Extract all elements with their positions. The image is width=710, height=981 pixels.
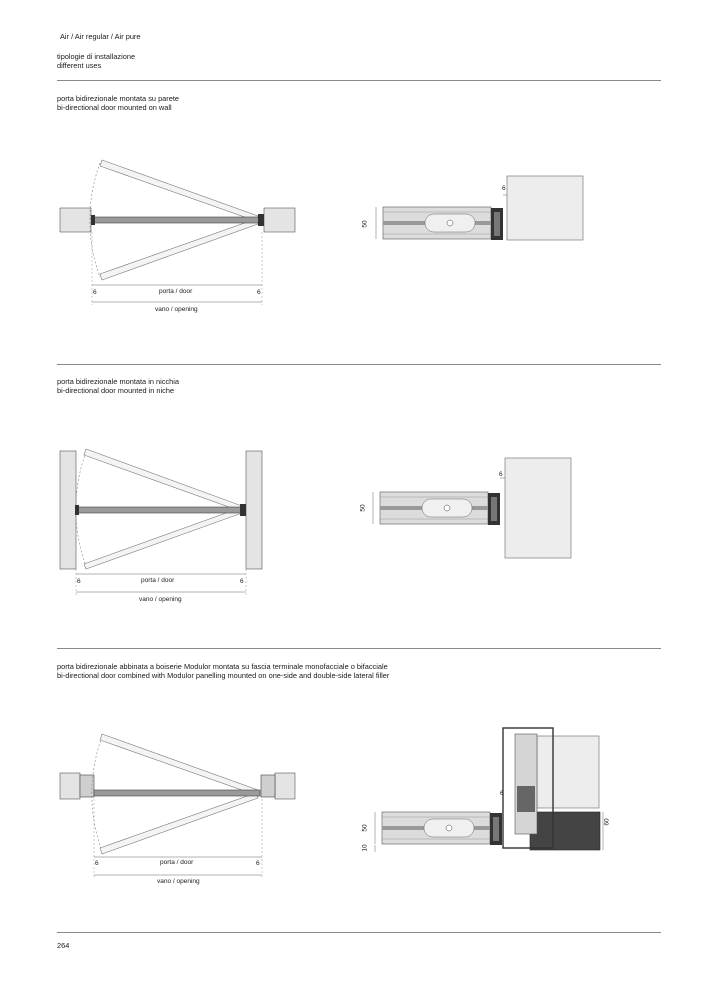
section-title-it: porta bidirezionale montata su parete (57, 94, 180, 103)
detail-thickness: 50 (361, 824, 369, 832)
panelling-left (60, 773, 80, 799)
section-title-it: porta bidirezionale montata in nicchia (57, 377, 180, 386)
product-title: Air / Air regular / Air pure (60, 32, 141, 41)
section-title-en: bi-directional door combined with Modulor panelling mounted on one-side and double-side lateral filler (57, 671, 390, 680)
filler-right (261, 775, 275, 797)
subtitle-en: different uses (57, 61, 102, 70)
opening-label: vano / opening (155, 306, 198, 313)
door-label: porta / door (159, 288, 193, 295)
detail-base: 10 (361, 844, 369, 852)
panel-section (530, 812, 600, 850)
section-title-it: porta bidirezionale abbinata a boiserie Modulor montata su fascia terminale monofacciale o bifacciale (57, 662, 388, 671)
section-title-en: bi-directional door mounted on wall (57, 103, 172, 112)
detail-panel: 60 (603, 818, 611, 826)
section-title-en: bi-directional door mounted in niche (57, 386, 175, 395)
dimension-gap-right: 6 (240, 578, 244, 585)
divider (57, 932, 661, 933)
detail-thickness: 50 (359, 504, 367, 512)
dimension-gap-right: 6 (256, 860, 260, 867)
panelling-right (275, 773, 295, 799)
dimension-gap-left: 6 (93, 289, 97, 296)
door-label: porta / door (160, 859, 194, 866)
door-leaf-open (100, 734, 258, 795)
detail-gap: 6 (502, 185, 506, 192)
door-leaf-open (100, 793, 258, 854)
dimension-gap-right: 6 (257, 289, 261, 296)
door-leaf-closed (94, 790, 260, 796)
detail-thickness: 50 (361, 220, 369, 228)
subtitle-it: tipologie di installazione (57, 52, 136, 61)
detail-gap: 6 (500, 790, 504, 797)
dimension-gap-left: 6 (77, 578, 81, 585)
door-label: porta / door (141, 577, 175, 584)
opening-label: vano / opening (139, 596, 182, 603)
wall-section (537, 736, 599, 808)
opening-label: vano / opening (157, 878, 200, 885)
detail-gap: 6 (499, 471, 503, 478)
page-number: 264 (57, 941, 70, 950)
dimension-gap-left: 6 (95, 860, 99, 867)
